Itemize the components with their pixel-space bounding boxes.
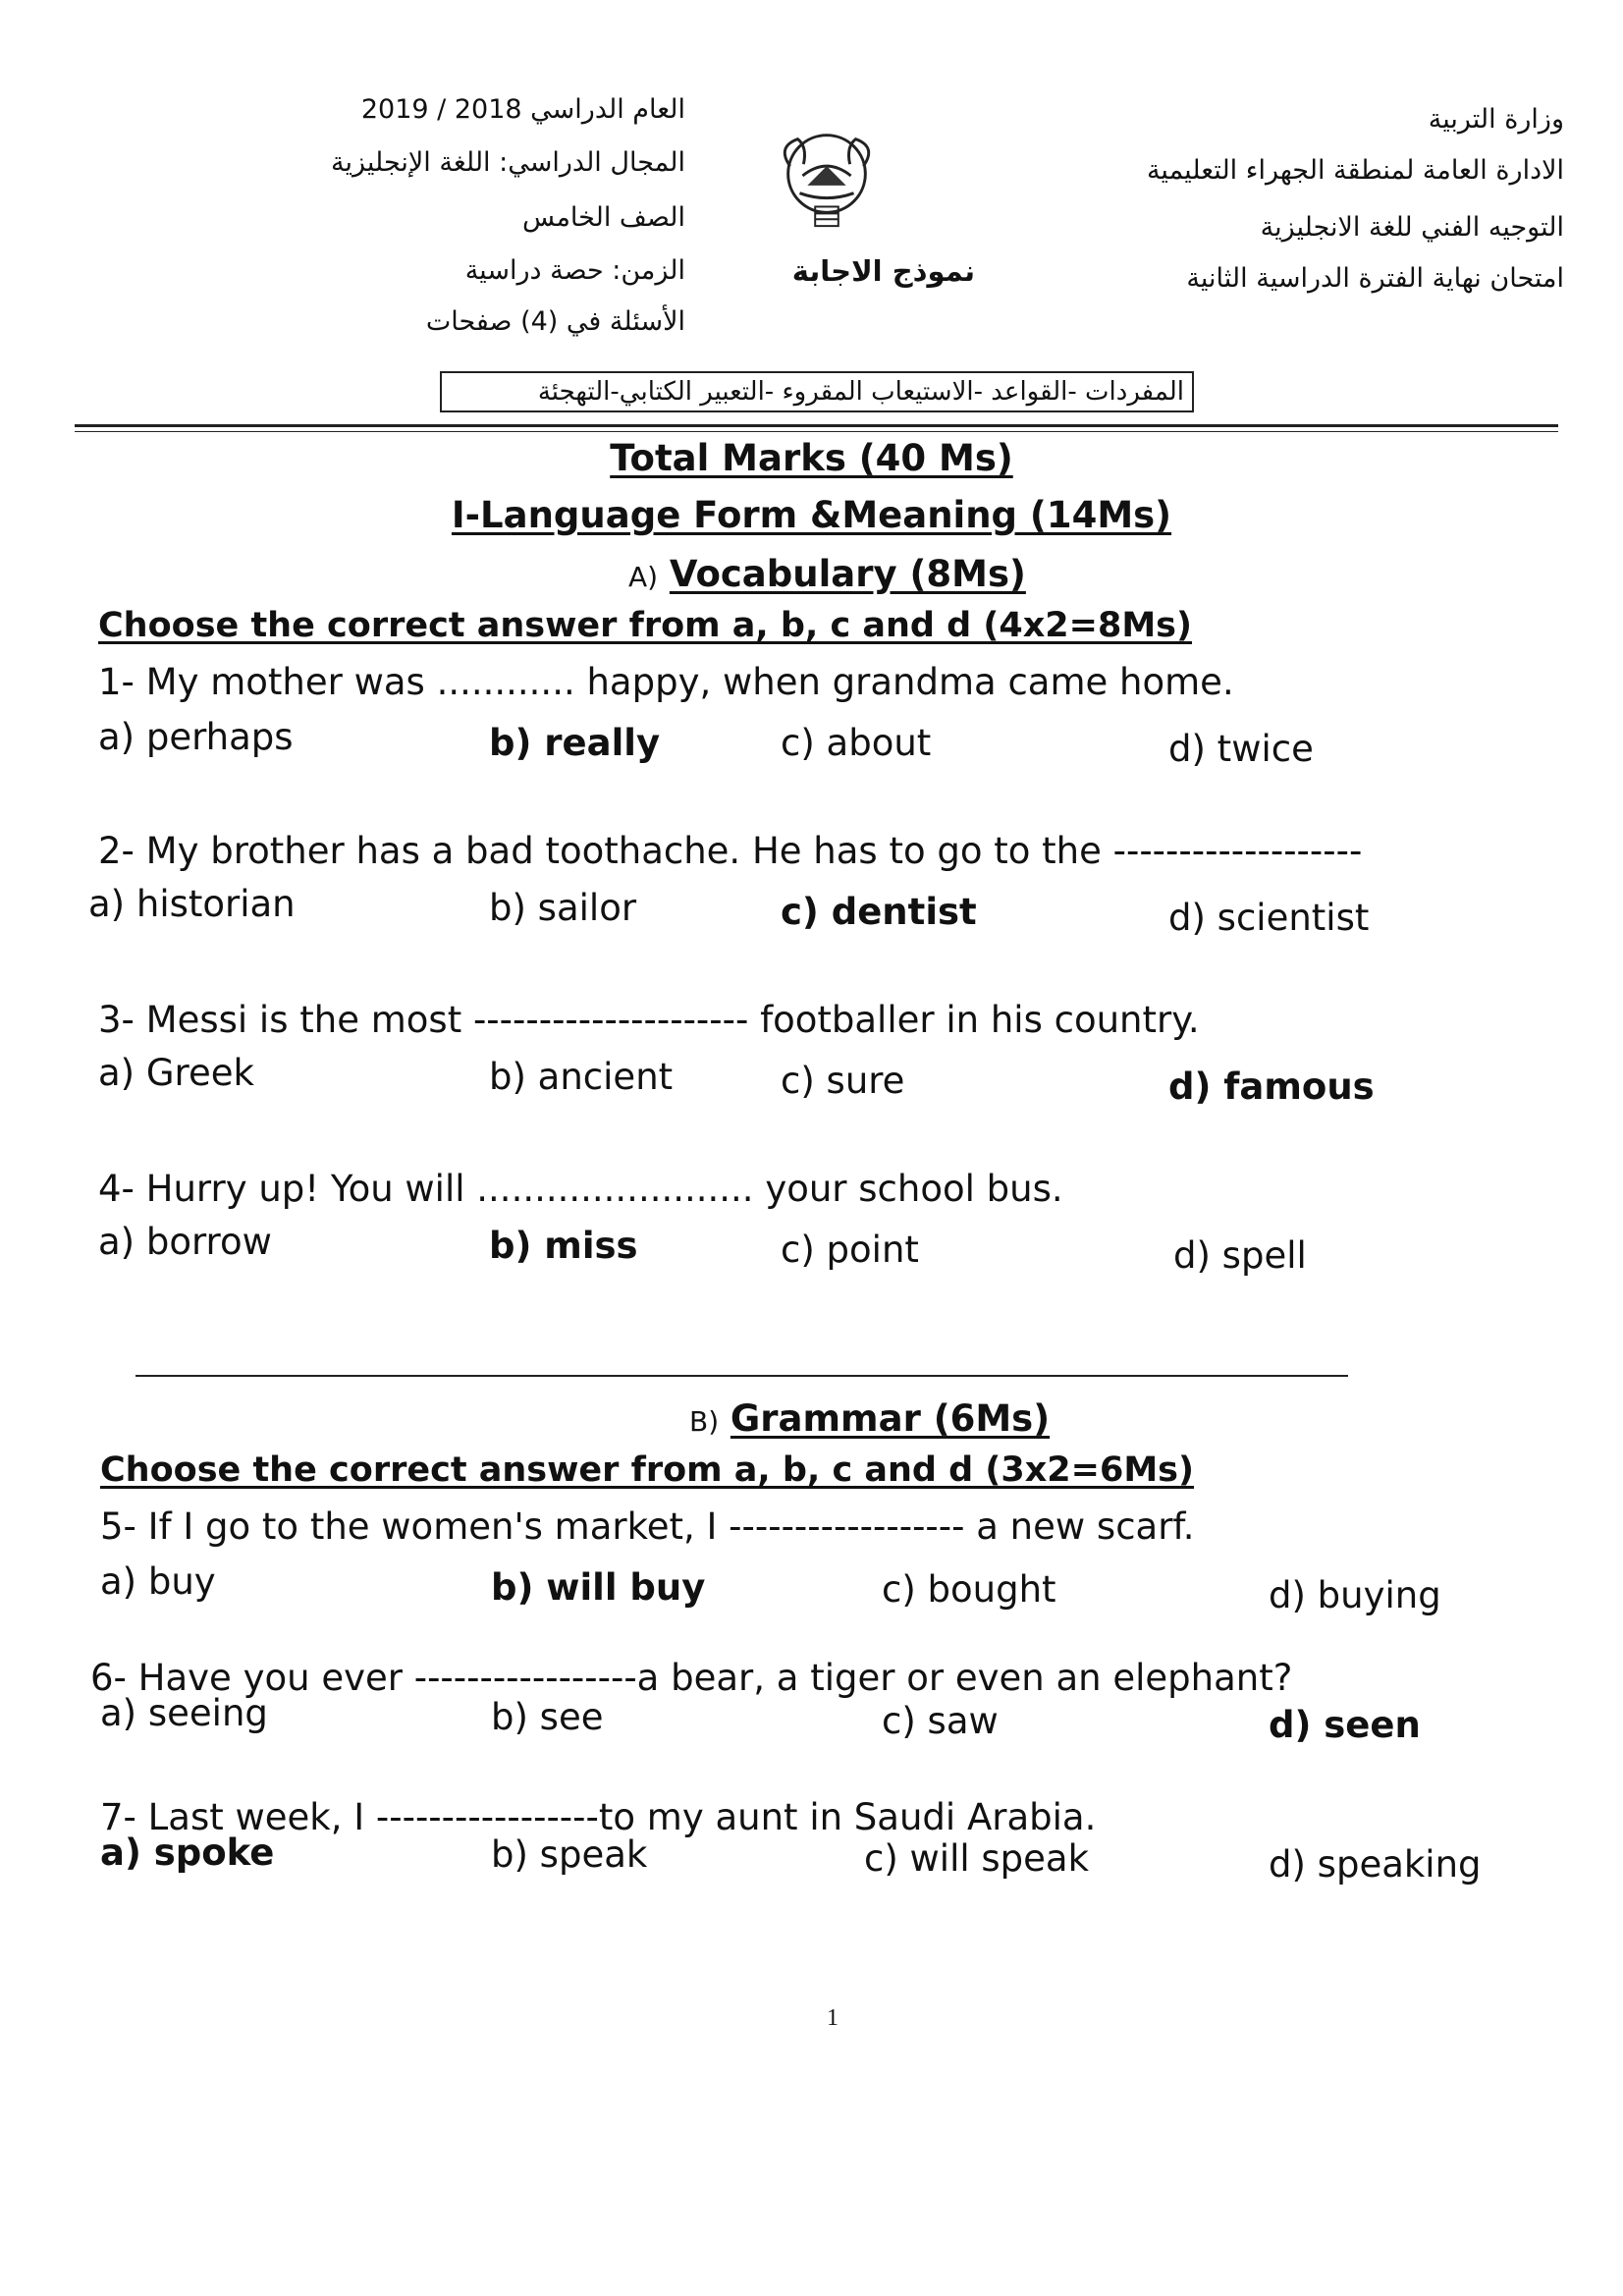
skills-box: المفردات -القواعد -الاستيعاب المقروء -التعبير الكتابي-التهجئة	[440, 371, 1194, 412]
question-5-stem: 5- If I go to the women's market, I ------------------ a new scarf.	[100, 1505, 1195, 1548]
kuwait-emblem-icon	[769, 118, 885, 234]
header-divider-thin	[75, 431, 1558, 432]
q7-option-c: c) will speak	[864, 1837, 1090, 1880]
q6-option-c: c) saw	[882, 1700, 999, 1742]
q3-option-a: a) Greek	[98, 1052, 254, 1094]
q5-option-d: d) buying	[1269, 1574, 1441, 1616]
q3-option-c: c) sure	[781, 1060, 905, 1102]
q2-option-b: b) sailor	[489, 887, 637, 929]
q5-option-a: a) buy	[100, 1560, 216, 1603]
section-one-title: I-Language Form &Meaning (14Ms)	[451, 494, 1172, 536]
exam-title-line: امتحان نهاية الفترة الدراسية الثانية	[1186, 263, 1564, 294]
page-count: الأسئلة في (4) صفحات	[425, 306, 685, 337]
question-3-stem: 3- Messi is the most --------------------- footballer in his country.	[98, 999, 1200, 1041]
q4-option-b: b) miss	[489, 1225, 638, 1267]
exam-duration: الزمن: حصة دراسية	[464, 255, 685, 286]
q3-option-b: b) ancient	[489, 1056, 674, 1098]
question-7-stem: 7- Last week, I -----------------to my aunt in Saudi Arabia.	[100, 1796, 1097, 1838]
q7-option-b: b) speak	[491, 1833, 648, 1876]
question-2-stem: 2- My brother has a bad toothache. He has to go to the -------------------	[98, 830, 1363, 872]
q1-option-a: a) perhaps	[98, 716, 294, 758]
question-4-stem: 4- Hurry up! You will ........................ your school bus.	[98, 1168, 1063, 1210]
q2-option-d: d) scientist	[1168, 897, 1370, 939]
header-divider	[75, 424, 1558, 427]
vocab-title: Vocabulary (8Ms)	[669, 553, 1026, 595]
grammar-title: Grammar (6Ms)	[730, 1397, 1051, 1440]
q4-option-c: c) point	[781, 1229, 919, 1271]
q4-option-a: a) borrow	[98, 1221, 272, 1263]
q7-option-a: a) spoke	[100, 1831, 275, 1874]
directorate-line: الادارة العامة لمنطقة الجهراء التعليمية	[1146, 155, 1564, 186]
vocab-instruction: Choose the correct answer from a, b, c and d (4x2=8Ms)	[98, 606, 1193, 645]
q5-option-b: b) will buy	[491, 1566, 706, 1609]
supervision-line: التوجيه الفني للغة الانجليزية	[1260, 212, 1564, 243]
q1-option-b: b) really	[489, 722, 661, 764]
q7-option-d: d) speaking	[1269, 1843, 1482, 1886]
q2-option-a: a) historian	[88, 883, 296, 925]
academic-year: العام الدراسي 2018 / 2019	[360, 94, 685, 125]
q1-option-d: d) twice	[1168, 728, 1314, 770]
q5-option-c: c) bought	[882, 1568, 1056, 1611]
q6-option-b: b) see	[491, 1696, 604, 1738]
grammar-instruction: Choose the correct answer from a, b, c and d (3x2=6Ms)	[100, 1450, 1195, 1490]
ministry-line: وزارة التربية	[1428, 104, 1564, 135]
question-6-stem: 6- Have you ever -----------------a bear, a tiger or even an elephant?	[90, 1657, 1293, 1699]
q6-option-a: a) seeing	[100, 1692, 268, 1734]
page-number: 1	[827, 2005, 839, 2031]
grade-level: الصف الخامس	[522, 202, 685, 233]
q3-option-d: d) famous	[1168, 1066, 1375, 1108]
question-1-stem: 1- My mother was ............ happy, when grandma came home.	[98, 661, 1234, 703]
q4-option-d: d) spell	[1173, 1234, 1307, 1277]
total-marks-title: Total Marks (40 Ms)	[610, 437, 1013, 479]
subject-field: المجال الدراسي: اللغة الإنجليزية	[330, 147, 685, 178]
q6-option-d: d) seen	[1269, 1704, 1421, 1746]
q1-option-c: c) about	[781, 722, 932, 764]
section-separator	[135, 1375, 1348, 1377]
model-answer-label: نموذج الاجابة	[791, 254, 975, 288]
q2-option-c: c) dentist	[781, 891, 977, 933]
grammar-prefix: B)	[689, 1405, 720, 1438]
vocab-prefix: A)	[628, 561, 659, 593]
